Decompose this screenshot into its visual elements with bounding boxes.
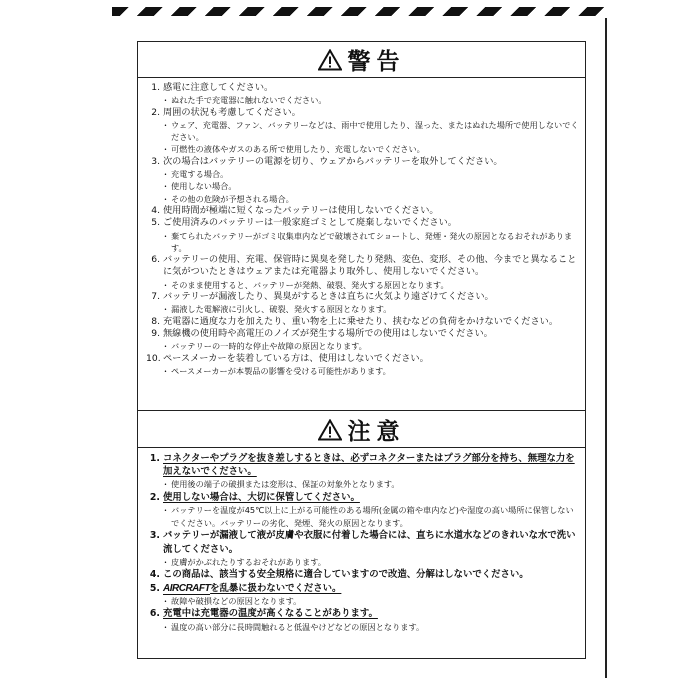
warning-section [138,42,585,411]
warning-item [146,328,579,353]
caution-item-note [146,595,579,608]
caution-item-text [163,568,579,581]
caution-item-note [146,621,579,634]
caution-section [138,412,585,658]
caution-item-text [163,607,579,620]
caution-item-body: を乱暴に扱わないでください。 [210,582,342,594]
warning-item-body: 次の場合はバッテリーの電源を切り、ウェアからバッテリーを取外してください。 [163,155,503,167]
warning-item [146,353,579,378]
warning-triangle-icon [318,49,342,71]
bullet-dot-icon: ・ [161,279,170,290]
caution-item-note-text: 皮膚がかぶれたりするおそれがあります。 [171,556,326,567]
caution-item-body: この商品は、該当する安全規格に適合していますので改造、分解はしないでください。 [163,569,529,581]
bullet-dot-icon: ・ [161,505,170,516]
warning-item-text [163,353,579,365]
warning-item-body: バッテリーが漏液したり、異臭がするときは直ちに火気より遠ざけてください。 [163,291,494,303]
caution-item-note [146,478,579,491]
warning-item-note-text: 充電する場合。 [171,169,229,180]
warning-item [146,82,579,107]
warning-item-note [146,230,579,255]
bullet-dot-icon: ・ [161,193,170,204]
warning-item-number: 9. [151,327,160,339]
caution-item [146,582,579,608]
caution-title: 注意 [347,418,406,445]
warning-item-note [146,94,579,106]
warning-item-number: 4. [151,204,160,216]
warning-item-row [146,254,579,279]
caution-item-note-text: 故障や破損などの原因となります。 [171,595,302,606]
warning-item-note-text: 棄てられたバッテリーがゴミ収集車内などで破壊されてショートし、発煙・発火の原因となるおそれがあります。 [171,230,573,253]
warning-item-text [163,82,579,94]
caution-item-row [146,452,579,478]
warning-item-text [163,205,579,217]
warning-item-note [146,119,579,144]
warning-item-note-text: その他の危険が予想される場合。 [171,193,294,204]
warning-item-note-text: 可燃性の液体やガスのある所で使用したり、充電しないでください。 [171,144,425,155]
warning-item-note [146,168,579,180]
warning-item-note-text: バッテリーの一時的な停止や故障の原因となります。 [171,341,367,352]
bullet-dot-icon: ・ [161,341,170,352]
caution-item-number: 3. [149,530,160,542]
warning-item-text [163,217,579,229]
caution-item-note [146,504,579,529]
caution-item-body: コネクターやプラグを抜き差しするときは、必ずコネクターまたはプラグ部分を持ち、無理な力を加えないでください。 [163,453,575,478]
caution-item-body: 使用しない場合は、大切に保管してください。 [163,492,360,503]
caution-item-row [146,491,579,504]
warning-item [146,316,579,328]
bullet-dot-icon: ・ [161,556,170,567]
warning-item-note-text: ペースメーカーが本製品の影響を受ける可能性があります。 [171,365,391,376]
warning-item-text [163,291,579,303]
warning-item-note [146,365,579,377]
bullet-dot-icon: ・ [161,621,170,632]
caution-item-body: バッテリーが漏液して液が皮膚や衣服に付着した場合には、直ちに水道水などのきれいな水で洗い流してください。 [163,530,576,555]
caution-item-number: 6. [149,608,160,620]
warning-item-number: 8. [151,315,160,327]
warning-item-note [146,340,579,352]
warning-item-note [146,303,579,315]
caution-heading [138,412,585,448]
caution-item-row [146,529,579,555]
caution-item-text [163,491,579,504]
bullet-dot-icon: ・ [161,95,170,106]
warning-item-number: 2. [151,106,160,118]
warning-item-row [146,156,579,168]
bullet-dot-icon: ・ [161,365,170,376]
warning-item-note [146,279,579,291]
caution-item [146,607,579,633]
warning-item-number: 5. [151,217,160,229]
brand-logo: AIRCRAFT [163,582,211,594]
warning-item-number: 6. [151,254,160,266]
caution-item-row [146,568,579,581]
warning-item [146,107,579,156]
caution-item-number: 4. [149,569,160,581]
warning-item-note-text: 漏液した電解液に引火し、破裂、発火する原因となります。 [171,304,392,315]
caution-item-row [146,607,579,620]
warning-item-text [163,316,579,328]
caution-item-row [146,582,579,595]
warning-item-body: 周囲の状況も考慮してください。 [163,106,301,118]
warning-title: 警告 [347,48,406,75]
bullet-dot-icon: ・ [161,479,170,490]
warning-item [146,254,579,291]
warning-item-note-text: 使用しない場合。 [171,181,237,192]
warning-item-note [146,180,579,192]
warning-item-note-text: そのまま使用すると、バッテリーが発熱、破裂、発火する原因となります。 [171,279,449,290]
warning-item-row [146,316,579,328]
caution-item-text [163,582,579,595]
warning-item-note [146,193,579,205]
warning-item-number: 1. [151,82,160,93]
caution-item-note-text: バッテリーを温度が45℃以上に上がる可能性のある場所(金属の箱や車内など)や湿度の高い場所に保管しないでください。バッテリーの劣化、発煙、発火の原因となります。 [171,505,574,528]
warning-item-number: 7. [151,291,160,303]
bullet-dot-icon: ・ [161,181,170,192]
caution-item-body: 充電中は充電器の温度が高くなることがあります。 [163,608,378,620]
warning-item [146,217,579,254]
warning-item-body: ご使用済みのバッテリーは一般家庭ゴミとして廃棄しないでください。 [163,217,457,229]
bullet-dot-icon: ・ [161,230,170,241]
warning-item-row [146,107,579,119]
caution-item [146,529,579,568]
bullet-dot-icon: ・ [161,119,170,130]
warning-item-row [146,82,579,94]
bullet-dot-icon: ・ [161,169,170,180]
warning-item-body: 無線機の使用時や高電圧のノイズが発生する場所での使用はしないでください。 [163,327,493,339]
bullet-dot-icon: ・ [161,595,170,606]
caution-item [146,568,579,581]
warning-item-body: 使用時間が極端に短くなったバッテリーは使用しないでください。 [163,204,439,216]
warning-item-body: バッテリーの使用、充電、保管時に異臭を発したり発熱、変色、変形、その他、今までと異なることに気がついたときはウェアまたは充電器より取外し、使用しないでください。 [163,254,577,278]
warning-item [146,205,579,217]
caution-item-text [163,452,579,478]
warning-item-body: 感電に注意してください。 [163,82,274,93]
caution-triangle-icon [318,419,342,441]
warning-item [146,291,579,316]
right-edge-rule [605,18,607,678]
warning-item-text [163,107,579,119]
caution-item-number: 1. [149,453,160,464]
warning-item-note-text: ぬれた手で充電器に触れないでください。 [171,95,327,106]
warning-item-text [163,254,579,279]
warning-item-row [146,328,579,340]
warning-heading [138,42,585,78]
warning-item-body: ペースメーカーを装着している方は、使用はしないでください。 [163,352,429,364]
warning-list [138,78,585,377]
warning-item-text [163,328,579,340]
caution-item-note-text: 使用後の端子の破損または変形は、保証の対象外となります。 [171,479,400,490]
caution-item-note-text: 温度の高い部分に長時間触れると低温やけどなどの原因となります。 [171,621,425,632]
caution-item [146,491,579,529]
warning-item-row [146,353,579,365]
warning-item-text [163,156,579,168]
caution-item-text [163,529,579,555]
safety-notice-frame [137,41,586,659]
caution-item-number: 5. [149,582,160,594]
hazard-stripe [112,7,608,16]
caution-item [146,452,579,491]
warning-item-note-text: ウェア、充電器、ファン、バッテリーなどは、雨中で使用したり、湿った、またはぬれた場所で使用しないでください。 [171,119,579,143]
bullet-dot-icon: ・ [161,304,170,315]
caution-item-note [146,556,579,569]
warning-item-row [146,205,579,217]
caution-item-number: 2. [149,492,160,503]
warning-item [146,156,579,205]
warning-item-number: 10. [146,352,161,364]
warning-item-number: 3. [151,155,160,167]
warning-item-body: 充電器に過度な力を加えたり、重い物を上に乗せたり、挟むなどの負荷をかけないでください。 [163,315,559,327]
warning-item-row [146,291,579,303]
caution-list [138,448,585,633]
warning-item-note [146,143,579,155]
warning-item-row [146,217,579,229]
bullet-dot-icon: ・ [161,144,170,155]
